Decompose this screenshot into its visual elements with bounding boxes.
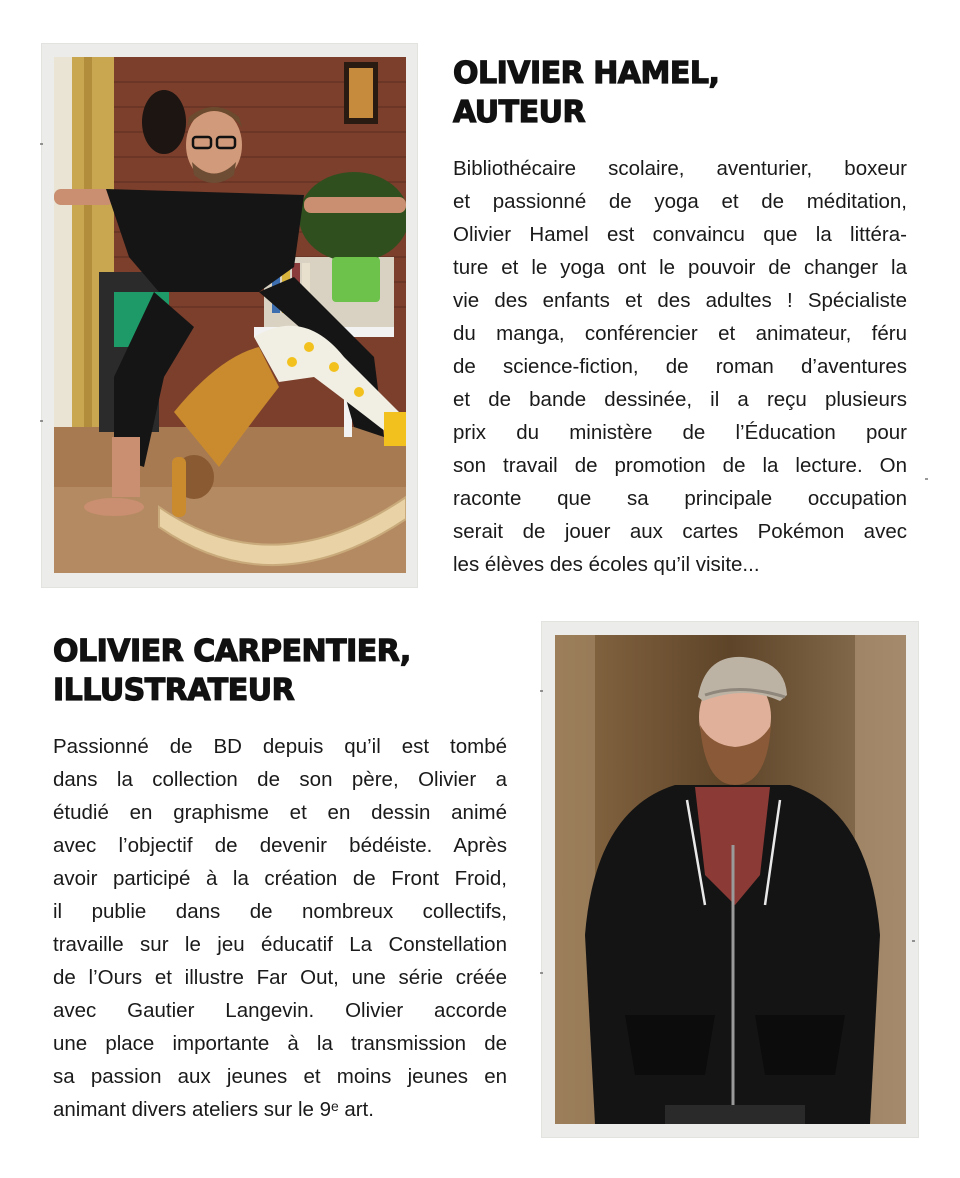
bio-line: travaille sur le jeu éducatif La Constellation: [53, 933, 507, 956]
author-heading: [453, 54, 719, 132]
bio-line: et passionné de yoga et de méditation,: [453, 190, 907, 213]
bio-line: et de bande dessinée, il a reçu plusieurs: [453, 388, 907, 411]
illustrator-role: ILLUSTRATEUR: [53, 673, 295, 708]
bio-line: vie des enfants et des adultes ! Spécialiste: [453, 289, 907, 312]
bio-line: animant divers ateliers sur le 9ᵉ art.: [53, 1098, 374, 1121]
speck: [912, 940, 915, 942]
speck: [40, 420, 43, 422]
author-photo-frame: [41, 43, 418, 588]
bio-line: les élèves des écoles qu’il visite...: [453, 553, 760, 576]
author-bio: [453, 152, 907, 581]
bio-line: raconte que sa principale occupation: [453, 487, 907, 510]
illustrator-photo-frame: [541, 621, 919, 1138]
bio-line: de l’Ours et illustre Far Out, une série créée: [53, 966, 507, 989]
bio-line: avoir participé à la création de Front Froid,: [53, 867, 507, 890]
speck: [40, 143, 43, 145]
illustrator-bio: [53, 730, 507, 1126]
author-name: OLIVIER HAMEL,: [453, 56, 720, 91]
author-role: AUTEUR: [453, 95, 586, 130]
bio-line: il publie dans de nombreux collectifs,: [53, 900, 507, 923]
bio-line: avec Gautier Langevin. Olivier accorde: [53, 999, 507, 1022]
bio-line: une place importante à la transmission de: [53, 1032, 507, 1055]
author-photo: [54, 57, 406, 573]
speck: [925, 478, 928, 480]
bio-line: étudié en graphisme et en dessin animé: [53, 801, 507, 824]
bio-line: dans la collection de son père, Olivier a: [53, 768, 507, 791]
illustrator-photo: [555, 635, 906, 1124]
illustrator-heading: [53, 632, 411, 710]
bio-line: avec l’objectif de devenir bédéiste. Après: [53, 834, 507, 857]
speck: [540, 690, 543, 692]
bio-line: sa passion aux jeunes et moins jeunes en: [53, 1065, 507, 1088]
bio-line: Olivier Hamel est convaincu que la littéra-: [453, 223, 907, 246]
bio-line: Passionné de BD depuis qu’il est tombé: [53, 735, 507, 758]
bio-line: Bibliothécaire scolaire, aventurier, boxeur: [453, 157, 907, 180]
speck: [540, 972, 543, 974]
bio-line: son travail de promotion de la lecture. On: [453, 454, 907, 477]
bio-line: de science-fiction, de roman d’aventures: [453, 355, 907, 378]
illustrator-name: OLIVIER CARPENTIER,: [53, 634, 411, 669]
bio-line: serait de jouer aux cartes Pokémon avec: [453, 520, 907, 543]
bio-line: du manga, conférencier et animateur, féru: [453, 322, 907, 345]
bio-line: ture et le yoga ont le pouvoir de changer la: [453, 256, 907, 279]
bio-line: prix du ministère de l’Éducation pour: [453, 421, 907, 444]
